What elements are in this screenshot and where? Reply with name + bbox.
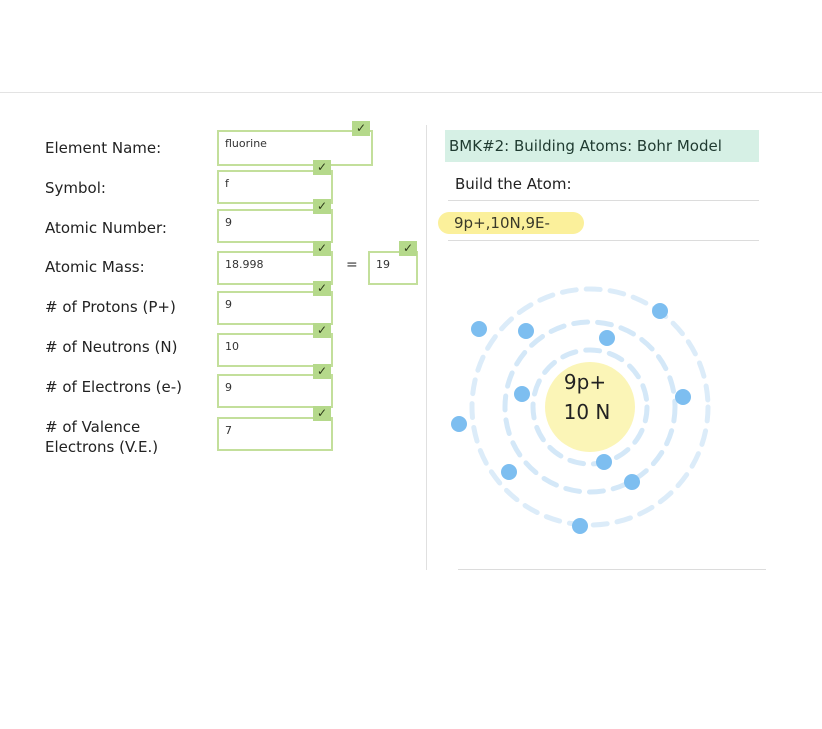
divider	[448, 240, 759, 241]
electron	[624, 474, 640, 490]
check-icon: ✓	[313, 323, 331, 338]
check-icon: ✓	[313, 406, 331, 421]
nucleus-protons-label: 9p+	[563, 370, 607, 394]
check-icon: ✓	[313, 160, 331, 175]
electron	[572, 518, 588, 534]
electron	[471, 321, 487, 337]
valence-label-line2: Electrons (V.E.)	[45, 438, 159, 456]
build-atom-label: Build the Atom:	[455, 175, 572, 193]
valence-field[interactable]: 7	[217, 417, 333, 451]
check-icon: ✓	[313, 281, 331, 296]
atomic-number-label: Atomic Number:	[45, 219, 167, 237]
protons-label: # of Protons (P+)	[45, 298, 176, 316]
protons-field[interactable]: 9	[217, 291, 333, 325]
highlighted-answer[interactable]: 9p+,10N,9E-	[438, 212, 584, 234]
atomic-mass-rounded-field[interactable]: 19	[368, 251, 418, 285]
electrons-field[interactable]: 9	[217, 374, 333, 408]
element-name-label: Element Name:	[45, 139, 162, 157]
divider	[448, 200, 759, 201]
check-icon: ✓	[399, 241, 417, 256]
bohr-model-diagram[interactable]	[440, 270, 740, 545]
check-icon: ✓	[313, 364, 331, 379]
check-icon: ✓	[313, 241, 331, 256]
electron	[514, 386, 530, 402]
symbol-label: Symbol:	[45, 179, 106, 197]
atomic-mass-field[interactable]: 18.998	[217, 251, 333, 285]
symbol-field[interactable]: f	[217, 170, 333, 204]
panel-title: BMK#2: Building Atoms: Bohr Model	[445, 130, 759, 162]
check-icon: ✓	[313, 199, 331, 214]
electrons-label: # of Electrons (e-)	[45, 378, 183, 396]
check-icon: ✓	[352, 121, 370, 136]
divider	[458, 569, 766, 570]
electron	[599, 330, 615, 346]
electron	[652, 303, 668, 319]
electron	[675, 389, 691, 405]
panel-divider	[426, 125, 427, 570]
electron	[451, 416, 467, 432]
neutrons-label: # of Neutrons (N)	[45, 338, 178, 356]
equals-sign: =	[346, 257, 358, 273]
atomic-number-field[interactable]: 9	[217, 209, 333, 243]
element-name-field[interactable]: fluorine	[217, 130, 373, 166]
electron	[518, 323, 534, 339]
valence-label-line1: # of Valence	[45, 418, 141, 436]
neutrons-field[interactable]: 10	[217, 333, 333, 367]
top-divider	[0, 92, 822, 93]
atomic-mass-label: Atomic Mass:	[45, 258, 145, 276]
electron	[596, 454, 612, 470]
nucleus-neutrons-label: 10 N	[563, 400, 611, 424]
electron	[501, 464, 517, 480]
